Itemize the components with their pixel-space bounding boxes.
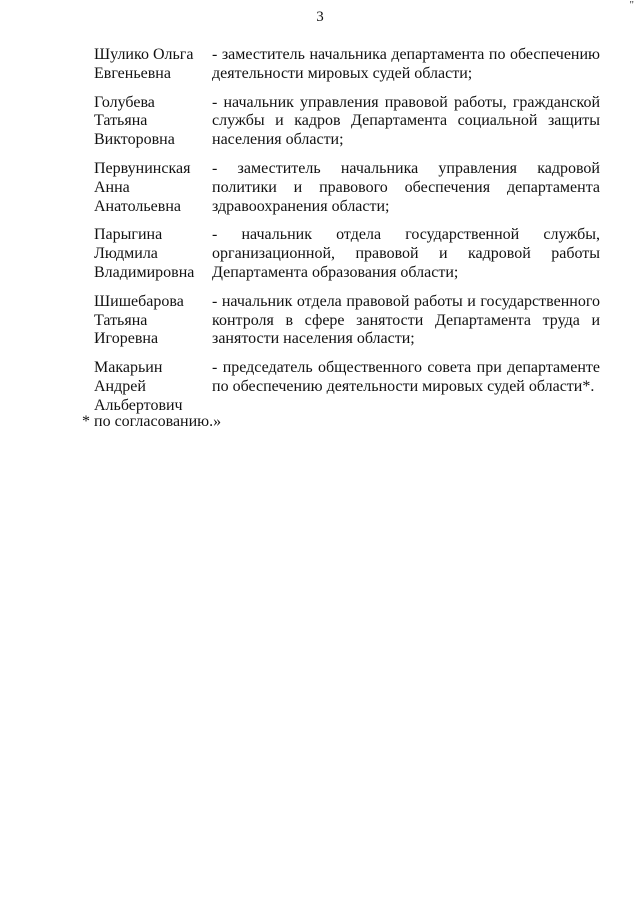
footnote: * по согласованию.» <box>82 413 222 430</box>
member-row <box>94 46 600 84</box>
member-role: - начальник управления правовой работы, гражданской службы и кадров Департамента социальной защиты населения области; <box>212 93 600 149</box>
member-name <box>94 46 212 84</box>
member-name-line: Шулико Ольга <box>94 46 194 63</box>
member-name-line: Владимировна <box>94 263 195 281</box>
member-name-line: Андрей <box>94 377 146 395</box>
member-name <box>94 160 212 216</box>
member-row <box>94 94 600 150</box>
member-name-line: Шишебарова <box>94 292 184 310</box>
corner-mark: " <box>629 0 634 11</box>
member-role: - начальник отдела государственной службы, организационной, правовой и кадровой работы Департамента образования области; <box>212 226 600 281</box>
member-name-line: Игоревна <box>94 330 159 348</box>
member-name-line: Альбертович <box>94 396 183 414</box>
member-name-line: Анатольевна <box>94 197 181 215</box>
member-name-line: Евгеньевна <box>94 64 171 82</box>
member-name-line: Татьяна <box>94 112 148 130</box>
member-name-line: Первунинская <box>94 159 191 177</box>
member-name <box>94 293 212 349</box>
member-role: - заместитель начальника управления кадровой политики и правового обеспечения департамента здравоохранения области; <box>212 159 600 215</box>
member-role: - заместитель начальника департамента по обеспечению деятельности мировых судей области; <box>212 46 600 82</box>
member-name-line: Викторовна <box>94 131 175 149</box>
member-role: - начальник отдела правовой работы и государственного контроля в сфере занятости Департамента труда и занятости населения области; <box>212 292 600 348</box>
member-row <box>94 226 600 282</box>
member-name-line: Анна <box>94 178 130 196</box>
member-name-line: Парыгина <box>94 226 163 244</box>
member-name-line: Татьяна <box>94 311 148 329</box>
member-name-line: Макарьин <box>94 359 163 377</box>
member-name-line: Людмила <box>94 245 158 263</box>
member-list <box>94 46 600 426</box>
member-name <box>94 94 212 150</box>
member-role: - председатель общественного совета при департаменте по обеспечению деятельности мировых судей области*. <box>212 359 600 395</box>
member-row <box>94 293 600 349</box>
member-name-line: Голубева <box>94 93 155 111</box>
member-name <box>94 226 212 282</box>
member-row <box>94 160 600 216</box>
member-row <box>94 359 600 415</box>
page-number: 3 <box>316 9 324 25</box>
member-name <box>94 359 212 415</box>
